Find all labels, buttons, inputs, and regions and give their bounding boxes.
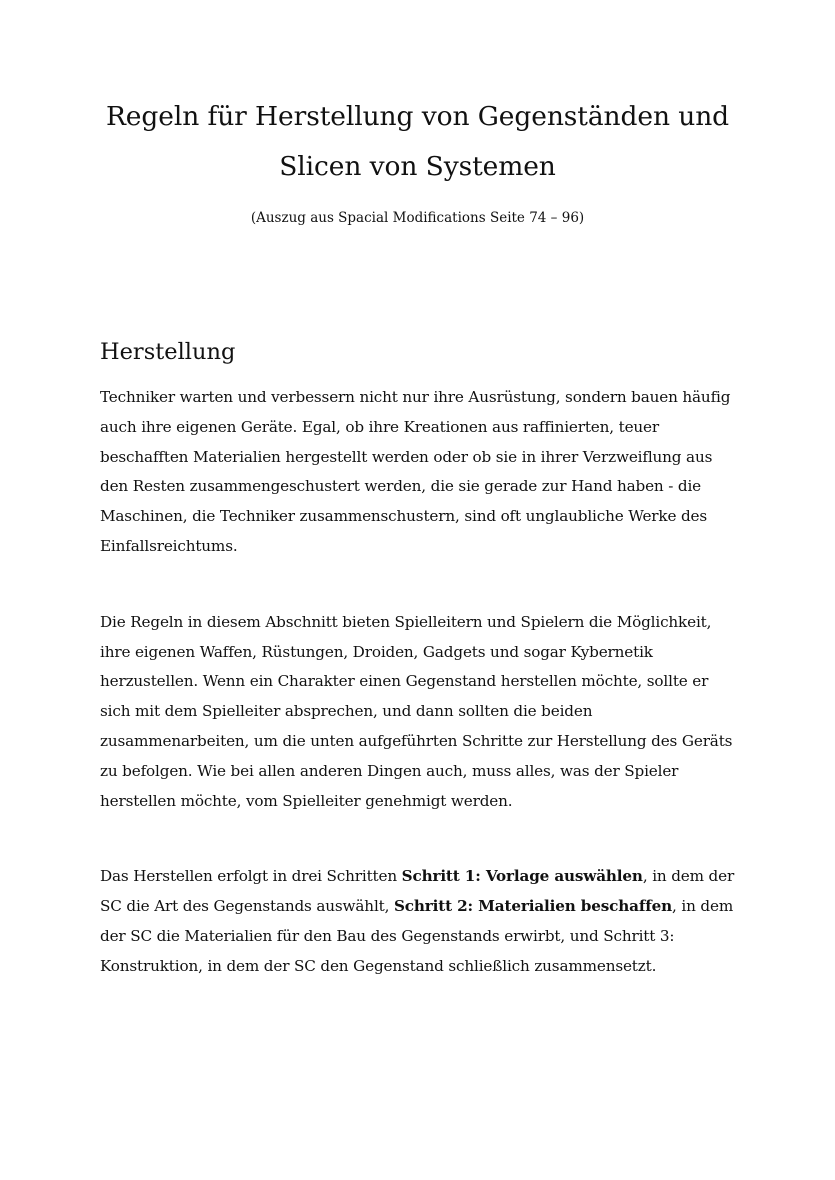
document-subtitle: (Auszug aus Spacial Modifications Seite 74 – 96)	[250, 210, 585, 226]
title-block	[80, 92, 755, 228]
paragraph-steps-text-3: , in dem der SC die Materialien für den Bau des Gegenstands erwirbt, und Schritt 3: Konstruktion, in dem der SC den Gegenstand schließlich zusammensetzt.	[100, 897, 734, 975]
paragraph-intro: Techniker warten und verbessern nicht nur ihre Ausrüstung, sondern bauen häufig auch ihre eigenen Geräte. Egal, ob ihre Kreationen aus raffinierten, teuer beschafften Materialien hergestellt werden oder ob sie in ihrer Verzweiflung aus den Resten zusammengeschustert werden, die sie gerade zur Hand haben - die Maschinen, die Techniker zusammenschustern, sind oft unglaubliche Werke des Einfallsreichtums.	[100, 388, 731, 555]
section-heading: Herstellung	[100, 339, 236, 365]
step-1-bold: Schritt 1: Vorlage auswählen	[401, 867, 643, 886]
paragraph-steps-text-2: , in dem der SC die Art des Gegenstands auswählt,	[100, 867, 735, 916]
step-2-bold: Schritt 2: Materialien beschaffen	[393, 897, 673, 916]
document-title: Regeln für Herstellung von Gegenständen und Slicen von Systemen	[105, 101, 730, 182]
paragraph-steps	[100, 862, 740, 981]
paragraph-rules: Die Regeln in diesem Abschnitt bieten Spielleitern und Spielern die Möglichkeit, ihre eigenen Waffen, Rüstungen, Droiden, Gadgets und sogar Kybernetik herzustellen. Wenn ein Charakter einen Gegenstand herstellen möchte, sollte er sich mit dem Spielleiter absprechen, und dann sollten die beiden zusammenarbeiten, um die unten aufgeführten Schritte zur Herstellung des Geräts zu befolgen. Wie bei allen anderen Dingen auch, muss alles, was der Spieler herstellen möchte, vom Spielleiter genehmigt werden.	[100, 612, 733, 810]
section-herstellung	[100, 333, 740, 1028]
paragraph-steps-text-1: Das Herstellen erfolgt in drei Schritten	[100, 867, 402, 886]
